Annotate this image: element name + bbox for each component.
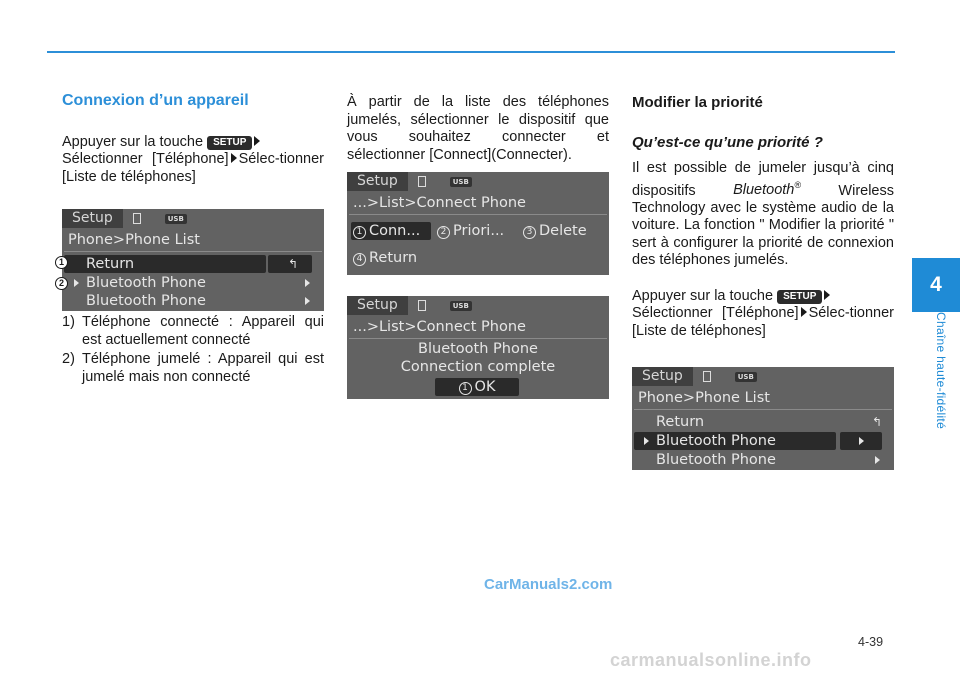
return-button[interactable]: [268, 255, 312, 273]
row-label: Return: [86, 256, 135, 272]
screen-header: [347, 296, 472, 315]
button-label: Priori...: [453, 223, 505, 239]
footer-watermark: carmanualsonline.info: [610, 650, 812, 670]
chevron-right-icon: [859, 437, 864, 445]
description-paragraph: [632, 160, 894, 270]
instruction-paragraph: [632, 288, 894, 341]
return-button[interactable]: [351, 249, 441, 267]
section-heading: Modifier la priorité: [632, 94, 763, 111]
instruction-text: Appuyer sur la touche: [62, 133, 204, 150]
bluetooth-text: Bluetooth: [733, 182, 795, 199]
number-icon: 2: [437, 226, 450, 239]
phone-row-selected[interactable]: [634, 432, 836, 450]
watermark-link[interactable]: CarManuals2.com: [484, 576, 613, 593]
button-label: Conn...: [369, 223, 421, 239]
screen-header: [632, 367, 757, 386]
ok-button[interactable]: [435, 378, 519, 396]
bluetooth-icon: [418, 176, 426, 187]
phone-row[interactable]: [64, 274, 322, 292]
path-text: Phone>Phone List: [638, 390, 770, 406]
button-label: OK: [474, 379, 496, 395]
usb-badge: USB: [165, 214, 187, 224]
screen-phone-list: [62, 209, 324, 311]
arrow-icon: [231, 153, 237, 163]
screen-connect-phone: [347, 172, 609, 275]
screen-title: Setup: [632, 367, 693, 386]
screen-header: [62, 209, 187, 228]
screen-header: [347, 172, 472, 191]
list-item: [62, 314, 324, 349]
usb-badge: USB: [735, 372, 757, 382]
bluetooth-icon: [133, 213, 141, 224]
screen-path: [634, 389, 892, 407]
top-rule: [47, 51, 895, 53]
setup-key-icon: SETUP: [777, 290, 822, 304]
list-text: Téléphone connecté : Appareil qui est actuellement connecté: [82, 314, 324, 348]
paragraph-text: Il est possible de jumeler jusqu’à cinq dispositifs: [632, 160, 894, 199]
row-label: Return: [656, 414, 705, 430]
arrow-icon: [254, 136, 260, 146]
setup-key-icon: SETUP: [207, 136, 252, 150]
list-item: [62, 351, 324, 386]
column-2: [347, 94, 609, 164]
screen-path: [349, 318, 607, 336]
button-label: Return: [369, 250, 418, 266]
paragraph-text: Wireless Technology avec le système audio de la voiture. La fonction " Modifier la priorité " sert à configurer la priorité de connexion des téléphones jumelés.: [632, 182, 894, 269]
usb-badge: USB: [450, 177, 472, 187]
number-icon: 3: [523, 226, 536, 239]
row-label: Bluetooth Phone: [86, 275, 206, 291]
phone-row-button[interactable]: [840, 432, 882, 450]
screen-title: Setup: [62, 209, 123, 228]
bluetooth-icon: [703, 371, 711, 382]
button-label: Delete: [539, 223, 587, 239]
instruction-text: Sélectionner [Téléphone]: [62, 151, 229, 167]
message-line-2: Connection complete: [400, 359, 556, 375]
chapter-tab: 4: [912, 258, 960, 312]
subheading: Qu’est-ce qu’une priorité ?: [632, 133, 823, 151]
definition-list: [62, 314, 324, 386]
chapter-title: Chaîne haute-fidélité: [934, 312, 948, 430]
arrow-icon: [824, 290, 830, 300]
divider: [349, 214, 607, 215]
row-label: Bluetooth Phone: [86, 293, 206, 309]
path-text: Phone>Phone List: [68, 232, 200, 248]
divider: [64, 251, 322, 252]
message-line-1: Bluetooth Phone: [418, 341, 538, 357]
connect-button[interactable]: [351, 222, 431, 240]
instruction-text: Appuyer sur la touche: [632, 287, 774, 304]
usb-badge: USB: [450, 301, 472, 311]
phone-row[interactable]: [64, 292, 322, 310]
instruction-text: Sélec-tionner [Liste de téléphones]: [62, 151, 324, 185]
screen-phone-list-2: [632, 367, 894, 470]
number-icon: 4: [353, 253, 366, 266]
return-row[interactable]: [64, 255, 266, 273]
chevron-right-icon: [305, 297, 310, 305]
row-label: Bluetooth Phone: [656, 433, 776, 449]
bluetooth-icon: [418, 300, 426, 311]
priority-button[interactable]: [437, 222, 521, 240]
screen-path: [349, 194, 607, 212]
section-heading: Connexion d’un appareil: [62, 92, 249, 109]
screen-path: [64, 231, 322, 249]
row-label: Bluetooth Phone: [656, 452, 776, 468]
screen-title: Setup: [347, 296, 408, 315]
screen-connection-complete: [347, 296, 609, 399]
delete-button[interactable]: [523, 222, 607, 240]
list-text: Téléphone jumelé : Appareil qui est jumelé mais non connecté: [82, 351, 324, 385]
number-icon: 1: [353, 226, 366, 239]
path-text: ...>List>Connect Phone: [353, 319, 526, 335]
number-icon: 1: [459, 382, 472, 395]
list-number: 2): [62, 351, 75, 367]
return-row[interactable]: [634, 413, 892, 431]
return-icon: ↰: [287, 257, 298, 271]
divider: [634, 409, 892, 410]
instruction-text: Sélec-tionner [Liste de téléphones]: [632, 305, 894, 339]
path-text: ...>List>Connect Phone: [353, 195, 526, 211]
return-icon: ↰: [871, 415, 882, 429]
chevron-right-icon: [305, 279, 310, 287]
selected-arrow-icon: [74, 279, 79, 287]
instruction-text: Sélectionner [Téléphone]: [632, 305, 799, 322]
list-number: 1): [62, 314, 75, 330]
callout-2: 2: [55, 277, 68, 290]
screen-title: Setup: [347, 172, 408, 191]
column-3: [632, 94, 894, 340]
phone-row[interactable]: [634, 451, 892, 469]
callout-1: 1: [55, 256, 68, 269]
selected-arrow-icon: [644, 437, 649, 445]
instruction-paragraph: [62, 134, 324, 187]
registered-mark: ®: [794, 180, 801, 191]
instruction-paragraph: À partir de la liste des téléphones jumelés, sélectionner le dispositif que vous souhaitez connecter et sélectionner [Connect](Connecter).: [347, 94, 609, 163]
chevron-right-icon: [875, 456, 880, 464]
page-number: 4-39: [858, 635, 884, 649]
arrow-icon: [801, 307, 807, 317]
divider: [349, 338, 607, 339]
